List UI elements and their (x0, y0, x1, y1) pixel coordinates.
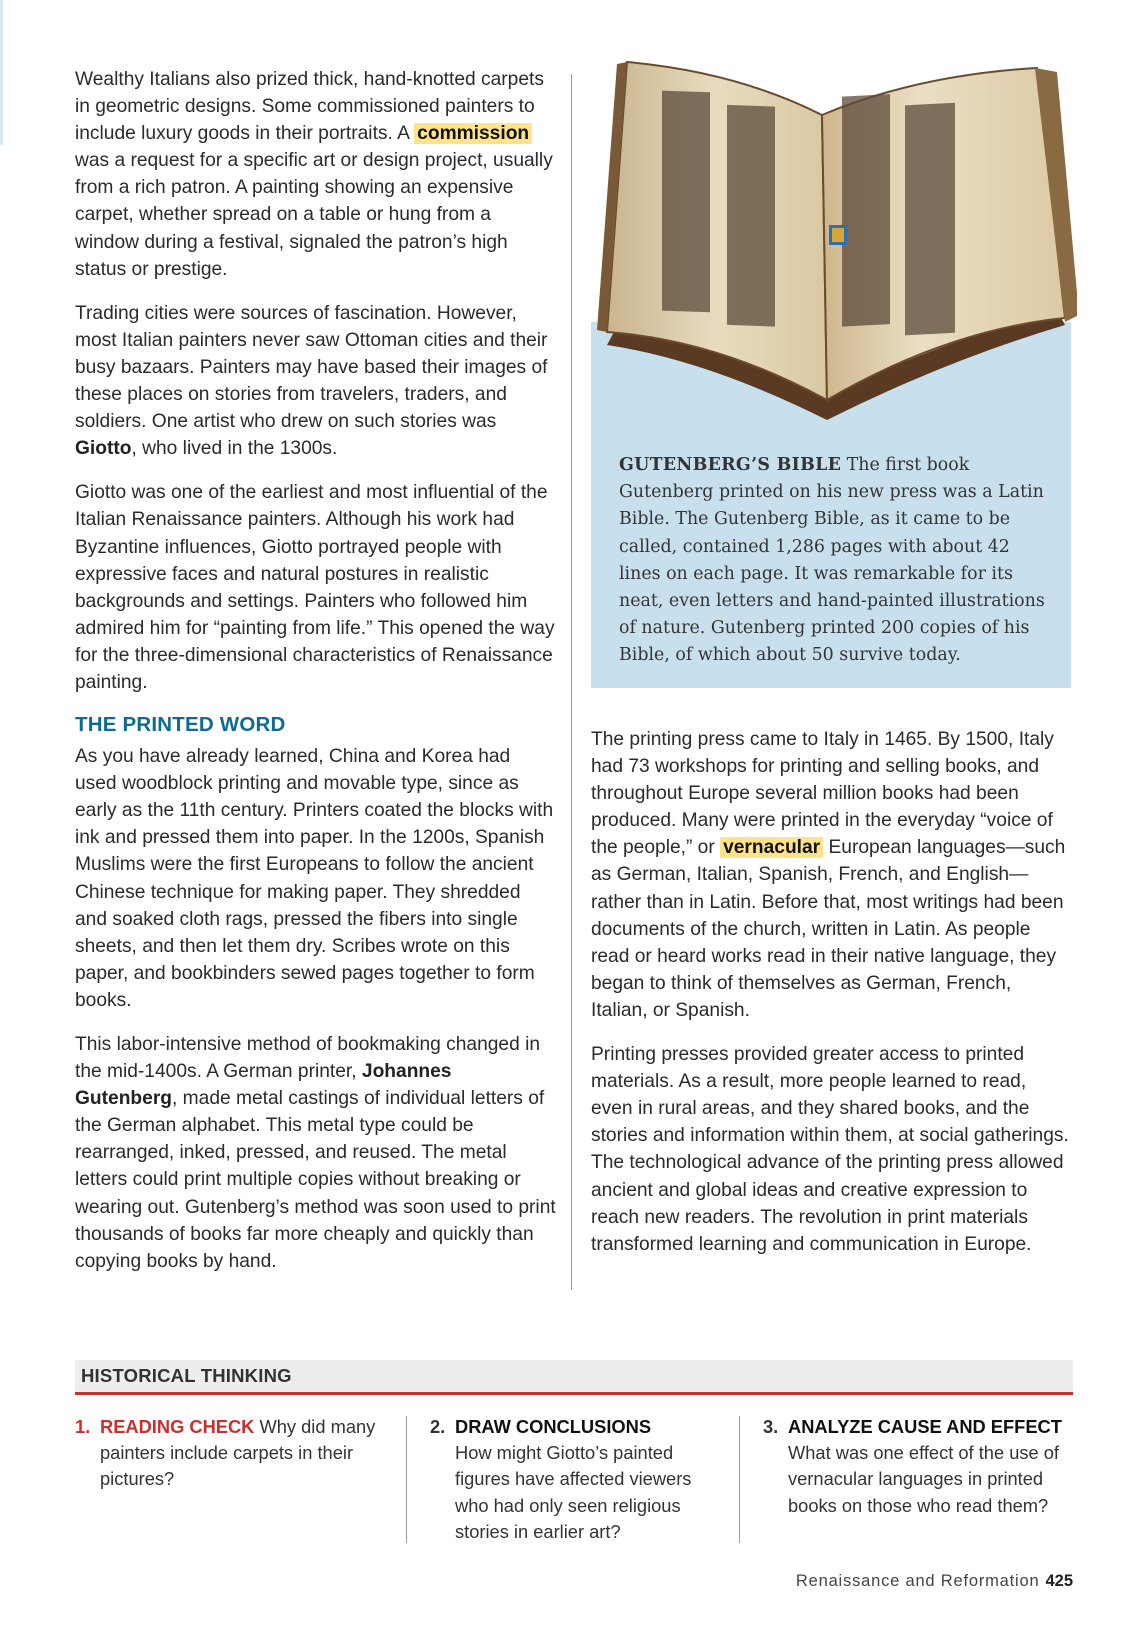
footer-section: Renaissance and Reformation (795, 1572, 1040, 1590)
question-1-text: Why did many painters include carpets in their pictures? (100, 1416, 376, 1490)
question-3-text: What was one effect of the use of vernacular languages in printed books on those who read them? (788, 1442, 1059, 1516)
question-2 (430, 1414, 720, 1545)
question-divider (739, 1416, 740, 1543)
figure-caption (619, 452, 1051, 670)
paragraph-printing-italy: The printing press came to Italy in 1465. By 1500, Italy had 73 workshops for printing and selling books, and throughout Europe several million books had been produced. Many were printed in the everyday “voice of the people,” or vernacular European languages—such as German, Italian, Spanish, French, and English—rather than in Latin. Before that, most writings had been documents of the church, written in Latin. As people read or heard works read in their native language, they began to think of themselves as German, French, Italian, or Spanish. (591, 729, 1066, 1021)
section-heading-printed-word: THE PRINTED WORD (75, 713, 286, 737)
right-column (591, 726, 1073, 1275)
question-divider (406, 1416, 407, 1543)
question-3-label: ANALYZE CAUSE AND EFFECT (788, 1416, 1062, 1437)
paragraph-giotto: Giotto was one of the earliest and most influential of the Italian Renaissance painters. Although his work had Byzantine influences, Giotto portrayed people with expressive faces and natural postures in realistic backgrounds and settings. Painters who followed him admired him for “painting from life.” This opened the way for the three-dimensional characteristics of Renaissance painting. (75, 482, 555, 693)
page-edge-bar (0, 0, 3, 145)
paragraph-trading-cities: Trading cities were sources of fascination. However, most Italian painters never saw Ottoman cities and their busy bazaars. Painters may have based their images of these places on stories from travelers, traders, and soldiers. One artist who drew on such stories was Giotto, who lived in the 1300s. (75, 302, 548, 460)
gutenberg-bible-figure (591, 60, 1071, 688)
question-2-text: How might Giotto’s painted figures have affected viewers who had only seen religious stories in earlier art? (455, 1442, 692, 1542)
left-column (75, 66, 557, 1292)
open-bible-image (587, 60, 1077, 430)
caption-text: The first book Gutenberg printed on his new press was a Latin Bible. The Gutenberg Bible, as it came to be called, contained 1,286 pages with about 42 lines on each page. It was remarkable for its neat, even letters and hand-painted illustrations of nature. Gutenberg printed 200 copies of his Bible, of which about 50 survive today. (619, 455, 1045, 666)
paragraph-carpets: Wealthy Italians also prized thick, hand-knotted carpets in geometric designs. Some commissioned painters to include luxury goods in their portraits. A commission was a request for a specific art or design project, usually from a rich patron. A painting showing an expensive carpet, whether spread on a table or hung from a window during a festival, signaled the patron’s high status or prestige. (75, 69, 553, 280)
page-footer (796, 1572, 1073, 1591)
paragraph-gutenberg: This labor-intensive method of bookmaking changed in the mid-1400s. A German printer, Johannes Gutenberg, made metal castings of individual letters of the German alphabet. This metal type could be rearranged, inked, pressed, and reused. The metal letters could print multiple copies without breaking or wearing out. Gutenberg’s method was soon used to print thousands of books far more cheaply and quickly than copying books by hand. (75, 1034, 556, 1272)
historical-thinking-box (75, 1360, 1073, 1542)
question-2-label: DRAW CONCLUSIONS (455, 1416, 652, 1437)
question-1-number: 1. (75, 1416, 91, 1437)
question-1 (75, 1414, 380, 1493)
page-number: 425 (1045, 1572, 1073, 1590)
keyword-commission[interactable]: commission (414, 123, 532, 144)
paragraph-woodblock: As you have already learned, China and Korea had used woodblock printing and movable type, since as early as the 11th century. Printers coated the blocks with ink and pressed them into paper. In the 1200s, Spanish Muslims were the first Europeans to follow the ancient Chinese technique for making paper. They shredded and soaked cloth rags, pressed the fibers into single sheets, and then let them dry. Scribes wrote on this paper, and bookbinders sewed pages together to form books. (75, 746, 554, 1011)
keyword-vernacular[interactable]: vernacular (720, 837, 823, 858)
caption-title: GUTENBERG’S BIBLE (619, 455, 842, 475)
term-giotto: Giotto (75, 438, 132, 460)
term-johannes-gutenberg: Johannes Gutenberg (75, 1061, 452, 1110)
column-divider (571, 74, 572, 1290)
question-3 (763, 1414, 1073, 1519)
historical-thinking-title: HISTORICAL THINKING (75, 1360, 1073, 1395)
question-3-number: 3. (763, 1416, 779, 1437)
question-2-number: 2. (430, 1416, 446, 1437)
paragraph-access: Printing presses provided greater access to printed materials. As a result, more people learned to read, even in rural areas, and they shared books, and the stories and information within them, at social gatherings. The technological advance of the printing press allowed ancient and global ideas and creative expression to reach new readers. The revolution in print materials transformed learning and communication in Europe. (591, 1044, 1069, 1255)
question-1-label: READING CHECK (100, 1416, 255, 1437)
